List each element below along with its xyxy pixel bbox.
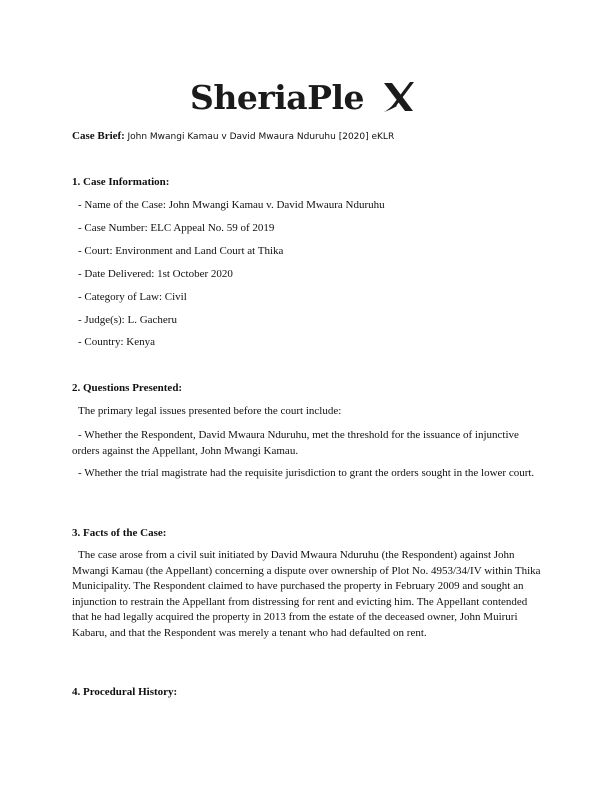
case-info-court: - Court: Environment and Land Court at Thika xyxy=(78,245,284,257)
case-info-number: - Case Number: ELC Appeal No. 59 of 2019 xyxy=(78,222,275,234)
section-heading-procedural-history: 4. Procedural History: xyxy=(72,686,178,698)
case-info-country: - Country: Kenya xyxy=(78,336,155,348)
case-info-name: - Name of the Case: John Mwangi Kamau v. David Mwaura Nduruhu xyxy=(78,199,385,211)
case-info-category: - Category of Law: Civil xyxy=(78,291,187,303)
facts-paragraph: The case arose from a civil suit initiated by David Mwaura Nduruhu (the Respondent) against John Mwangi Kamau (the Appellant) concerning a dispute over ownership of Plot No. 4953/34/IV within Thika Municipality. The Respondent claimed to have purchased the property in February 2009 and sought an injunction to restrain the Appellant from distressing for rent and evicting him. The Appellant contended that he had legally acquired the property in 2013 from the estate of the deceased owner, John Muiruri Kabaru, and that the Respondent was merely a tenant who had defaulted on rent. xyxy=(72,549,541,639)
case-brief-line xyxy=(72,130,394,142)
logo-text: SheriaPle xyxy=(190,78,364,117)
logo-x-mark-icon xyxy=(382,80,416,114)
case-info-judge: - Judge(s): L. Gacheru xyxy=(78,314,177,326)
case-info-date: - Date Delivered: 1st October 2020 xyxy=(78,268,233,280)
section-heading-case-information: 1. Case Information: xyxy=(72,176,170,188)
case-brief-label: Case Brief: xyxy=(72,130,125,142)
section-heading-facts: 3. Facts of the Case: xyxy=(72,527,167,539)
question-item: - Whether the Respondent, David Mwaura Nduruhu, met the threshold for the issuance of injunctive orders against the Appellant, John Mwangi Kamau. xyxy=(72,429,519,457)
sheriaplex-logo xyxy=(190,76,430,120)
section-heading-questions: 2. Questions Presented: xyxy=(72,382,183,394)
question-item: - Whether the trial magistrate had the requisite jurisdiction to grant the orders sought in the lower court. xyxy=(78,467,535,479)
questions-intro: The primary legal issues presented before the court include: xyxy=(78,405,342,417)
case-brief-title: John Mwangi Kamau v David Mwaura Nduruhu [2020] eKLR xyxy=(127,132,395,142)
